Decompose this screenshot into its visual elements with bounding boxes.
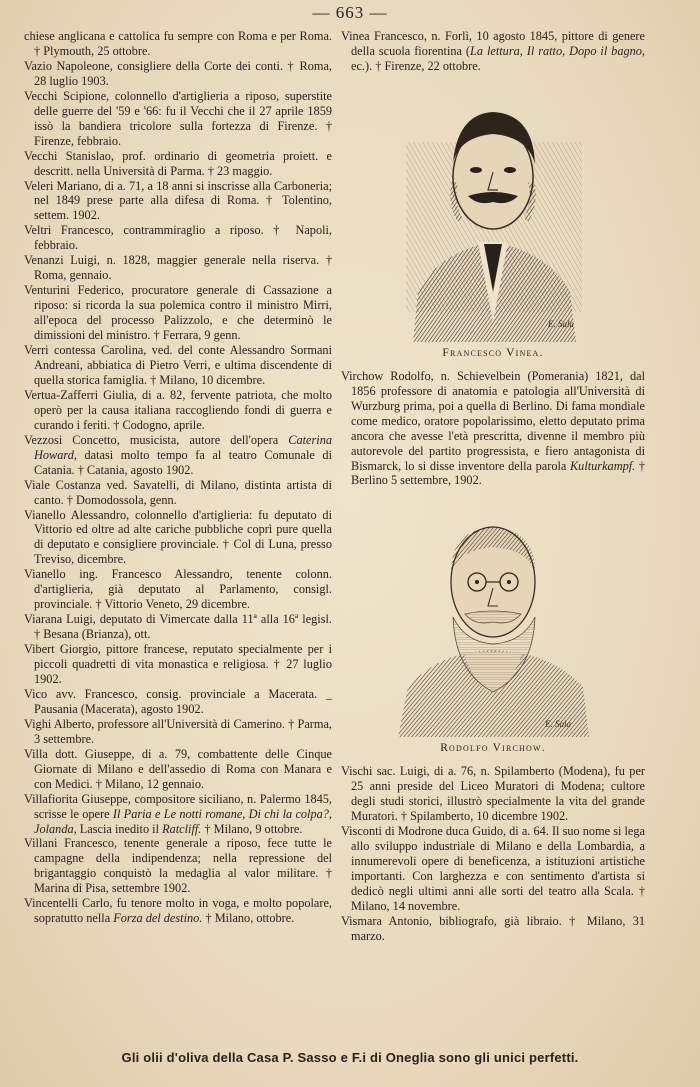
entry-italic-title: Ratcliff. [162, 821, 202, 836]
obituary-entry [24, 89, 332, 149]
entry-italic-title: Caterina Howard, [34, 432, 332, 462]
obituary-entry [24, 567, 332, 612]
obituary-entry [24, 747, 332, 792]
portrait-1-signature: E. Sala [548, 318, 574, 329]
obituary-entry [24, 149, 332, 179]
page-number: — 663 — [312, 3, 388, 22]
right-column-bottom-entries [341, 764, 645, 943]
entry-text: Veltri Francesco, contrammiraglio a riposo. † Napoli, febbraio. [24, 223, 332, 253]
entry-text: Vismara Antonio, bibliografo, già libraio. † Milano, 31 marzo. [341, 913, 645, 943]
right-column-top-entries [341, 29, 645, 74]
obituary-entry [341, 824, 645, 914]
obituary-entry [24, 223, 332, 253]
entry-italic-title: Forza del destino. [113, 911, 203, 926]
entry-text: Vibert Giorgio, pittore francese, reputato specialmente per i piccoli quadretti di vita monastica e religiosa. † 27 luglio 1902. [24, 642, 332, 686]
obituary-entry [24, 179, 332, 224]
entry-text: Veleri Mariano, di a. 71, a 18 anni si inscrisse alla Carboneria; nel 1849 prese parte alla difesa di Roma. † Tolentino, settem. 1902. [24, 178, 332, 223]
entry-text: † Milano, 9 ottobre. [201, 821, 303, 836]
right-column [341, 29, 645, 944]
portrait-2-signature: E. Sala [545, 719, 571, 730]
obituary-entry [24, 896, 332, 926]
entry-text: chiese anglicana e cattolica fu sempre con Roma e per Roma. † Plymouth, 25 ottobre. [24, 29, 332, 58]
entry-text: Vianello Alessandro, colonnello d'artiglieria: fu deputato di Vittorio ed oltre ad alte cariche pubbliche coprì pure quella di deputato e consigliere provinciale. † Col di Luna, presso Treviso, dicembre. [24, 507, 332, 567]
entry-text: Viale Costanza ved. Savatelli, di Milano, distinta artista di canto. † Domodossola, genn. [24, 477, 332, 507]
obituary-entry [24, 29, 332, 59]
obituary-entry [341, 914, 645, 944]
obituary-entry [24, 343, 332, 388]
footer-advertisement: Gli olii d'oliva della Casa P. Sasso e F.i di Oneglia sono gli unici perfetti. [121, 1050, 579, 1065]
obituary-entry [24, 283, 332, 343]
obituary-entry [24, 59, 332, 89]
entry-text: Lascia inedito il [76, 821, 163, 836]
obituary-entry [24, 433, 332, 478]
entry-text: Verri contessa Carolina, ved. del conte Alessandro Sormani Andreani, abbiatica di Pietro Verri, e ultima discendente di quella storica famiglia. † Milano, 10 dicembre. [24, 343, 332, 387]
obituary-entry [24, 642, 332, 687]
obituary-entry [24, 253, 332, 283]
entry-text: Vinea Francesco, n. Forlì, 10 agosto 1845, pittore di genere della scuola fiorentina ( [341, 29, 645, 58]
entry-text: Vazio Napoleone, consigliere della Corte dei conti. † Roma, 28 luglio 1903. [24, 58, 332, 88]
entry-text: Vecchi Stanislao, prof. ordinario di geometria proiett. e descritt. nella Università di Parma. † 23 maggio. [24, 148, 332, 178]
obituary-entry [341, 369, 645, 489]
entry-italic-title: Kulturkampf. [569, 458, 636, 473]
obituary-entry [341, 764, 645, 824]
entry-text: Villa dott. Giuseppe, di a. 79, combattente delle Cinque Giornate di Milano e dell'assedio di Roma con Manara e con Medici. † Milano, 12 gennaio. [24, 746, 332, 791]
portrait-1-caption: Francesco Vinea. [442, 346, 544, 359]
entry-text: Vianello ing. Francesco Alessandro, tenente colonn. d'artiglieria, già deputato al Parlamento, consigl. provinciale. † Vittorio Veneto, 29 dicembre. [24, 567, 332, 612]
portrait-francesco-vinea [398, 92, 588, 342]
entry-text: Vincentelli Carlo, fu tenore molto in voga, e molto popolare, sopratutto nella [24, 896, 332, 926]
entry-text: Virchow Rodolfo, n. Schievelbein (Pomerania) 1821, dal 1856 professore di anatomia e patologia all'Università di Wurzburg prima, poi a quella di Berlino. Di fama mondiale come medico, oratore popolarissimo, eletto deputato prima ancora che avesse l'età prescritta, divenne il membro più autorevole del partito progressista, e fiero antagonista di Bismarck, lo si disse inventore della parola [341, 368, 645, 473]
right-column-mid-entries [341, 369, 645, 489]
entry-text: † Milano, ottobre. [202, 911, 295, 926]
entry-text: Villafiorita Giuseppe, compositore siciliano, n. Palermo 1845, scrisse le opere [24, 791, 332, 821]
obituary-entry [24, 508, 332, 568]
obituary-entry [24, 612, 332, 642]
portrait-rodolfo-virchow [393, 502, 593, 737]
obituary-entry [24, 687, 332, 717]
entry-text: Vischi sac. Luigi, di a. 76, n. Spilamberto (Modena), fu per 25 anni preside del Liceo Muratori di Modena; cultore degli studi storici, illustrò specialmente la vita del grande Muratori. † Spilamberto, 10 dicembre 1902. [341, 764, 645, 824]
obituary-entry [341, 29, 645, 74]
portrait-2-caption: Rodolfo Virchow. [440, 742, 546, 755]
entry-text: Venanzi Luigi, n. 1828, maggier generale nella riserva. † Roma, gennaio. [24, 253, 332, 283]
entry-text: datasi molto tempo fa al teatro Comunale di Catania. † Catania, agosto 1902. [34, 447, 332, 477]
entry-italic-title: Il Paria e Le notti romane, Di chi la colpa?, Jolanda, [34, 806, 332, 836]
entry-text: Viarana Luigi, deputato di Vimercate dalla 11ª alla 16ª legisl. † Besana (Brianza), ott. [24, 612, 332, 642]
entry-text: Vighi Alberto, professore all'Università di Camerino. † Parma, 3 settembre. [24, 716, 332, 746]
obituary-entry [24, 388, 332, 433]
entry-text: † Berlino 5 settembre, 1902. [351, 458, 645, 488]
entry-italic-title: La lettura, Il ratto, Dopo il bagno, [470, 43, 645, 58]
entry-text: Vico avv. Francesco, consig. provinciale a Macerata. _ Pausania (Macerata), agosto 1902. [24, 686, 332, 716]
obituary-entry [24, 836, 332, 896]
obituary-entry [24, 478, 332, 508]
entry-text: Vertua-Zafferri Giulia, di a. 82, fervente patriota, che molto operò per la causa italiana raccogliendo fondi di guerra e curando i feriti. † Codogno, aprile. [24, 387, 332, 432]
left-column [24, 29, 332, 926]
entry-text: Vezzosi Concetto, musicista, autore dell'opera [24, 432, 289, 447]
entry-text: Visconti di Modrone duca Guido, di a. 64. Il suo nome si lega allo sviluppo industriale di Milano e della Lombardia, a innumerevoli opere di beneficenza, a istituzioni artistiche importanti. Con larghezza e con sentimento d'artista si dedicò negli ultimi anni alle sorti del teatro alla Scala. † Milano, 14 novembre. [341, 824, 645, 913]
obituary-entry [24, 792, 332, 837]
entry-text: ec.). † Firenze, 22 ottobre. [351, 58, 481, 73]
entry-text: Villani Francesco, tenente generale a riposo, fece tutte le campagne della indipendenza; nella repressione del brigantaggio conquistò la medaglia al valor militare. † Marina di Pisa, settembre 1902. [24, 836, 332, 896]
entry-text: Vecchi Scipione, colonnello d'artiglieria a riposo, superstite delle guerre del '59 e '66: fu il Vecchi che il 27 aprile 1859 issò la bandiera tricolore sulla fortezza di Firenze. † Firenze, febbraio. [24, 88, 332, 148]
obituary-entry [24, 717, 332, 747]
entry-text: Venturini Federico, procuratore generale di Cassazione a riposo: si ricorda la sua polemica contro il ministro Mirri, all'epoca del processo Palizzolo, e che determinò le dimissioni del ministro. † Ferrara, 9 genn. [24, 283, 332, 343]
